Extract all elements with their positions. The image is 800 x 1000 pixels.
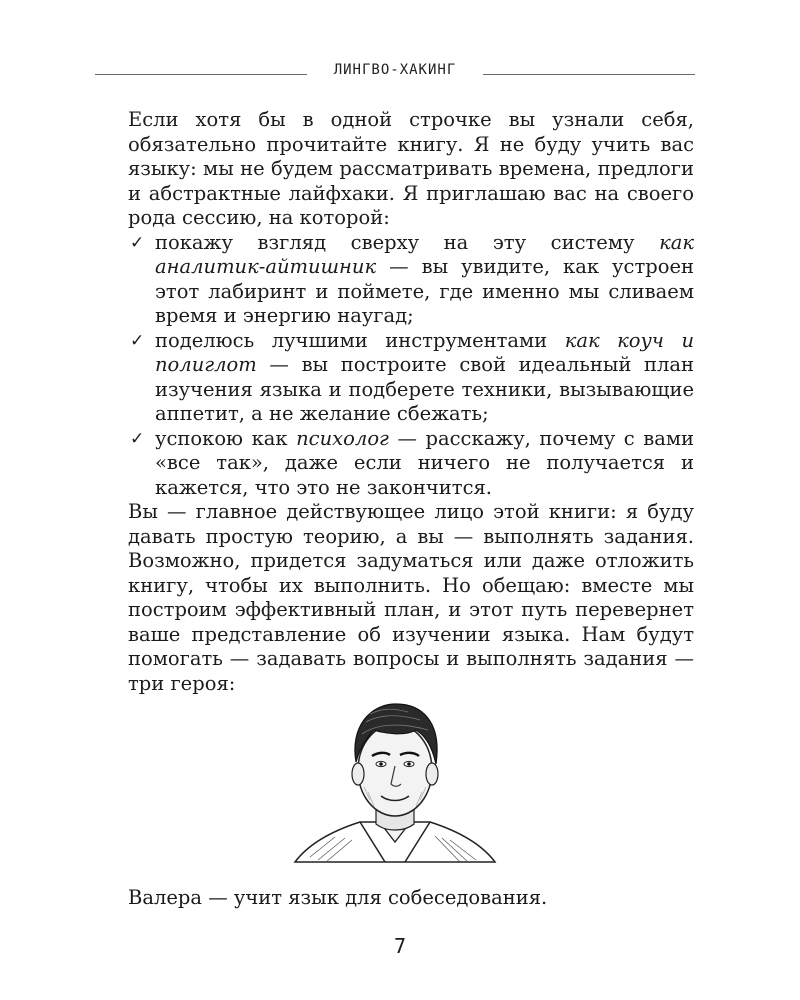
checklist-role: как аналитик-айтишник [155, 230, 694, 278]
checklist-role: психолог [296, 426, 389, 450]
checklist-text: — вы построите свой идеальный план изучения языка и подберете техники, вызывающие аппетит, а не желание сбежать; [155, 353, 694, 425]
checklist-text: покажу взгляд сверху на эту систему [155, 230, 660, 254]
running-title: ЛИНГВО-ХАКИНГ [333, 62, 457, 78]
checkmark-icon: ✓ [130, 428, 145, 449]
running-header [95, 62, 695, 86]
intro-paragraph: Если хотя бы в одной строчке вы узнали себя, обязательно прочитайте книгу. Я не буду учить вас языку: мы не будем рассматривать времена, предлоги и абстрактные лайфхаки. Я приглашаю вас на своего рода сессию, на которой: [128, 108, 694, 229]
portrait-illustration [290, 692, 500, 864]
checklist [128, 231, 694, 501]
checklist-text: успокою как [155, 426, 297, 450]
checklist-text: — расскажу, почему с вами «все так», даже если ничего не получается и кажется, что это не закончится. [155, 426, 694, 499]
body-paragraph: Вы — главное действующее лицо этой книги: я буду давать простую теорию, а вы — выполнять задания. Возможно, придется задуматься или даже отложить книгу, чтобы их выполнить. Но обещаю: вместе мы построим эффективный план, и этот путь перевернет ваше представление об изучении языка. Нам будут помогать — задавать вопросы и выполнять задания — три героя: [128, 500, 694, 695]
checklist-text: поделюсь лучшими инструментами [155, 328, 565, 352]
checklist-item [128, 427, 694, 501]
checkmark-icon: ✓ [130, 232, 145, 253]
checklist-item [128, 231, 694, 329]
header-rule-right [483, 74, 695, 75]
page-content [128, 108, 694, 696]
checklist-item [128, 329, 694, 427]
checklist-role: как коуч и полиглот [155, 328, 694, 376]
portrait-caption: Валера — учит язык для собеседования. [128, 886, 548, 909]
checklist-text: — вы увидите, как устроен этот лабиринт и поймете, где именно мы сливаем время и энергию наугад; [155, 255, 694, 327]
checkmark-icon: ✓ [130, 330, 145, 351]
page-number: 7 [393, 934, 407, 958]
